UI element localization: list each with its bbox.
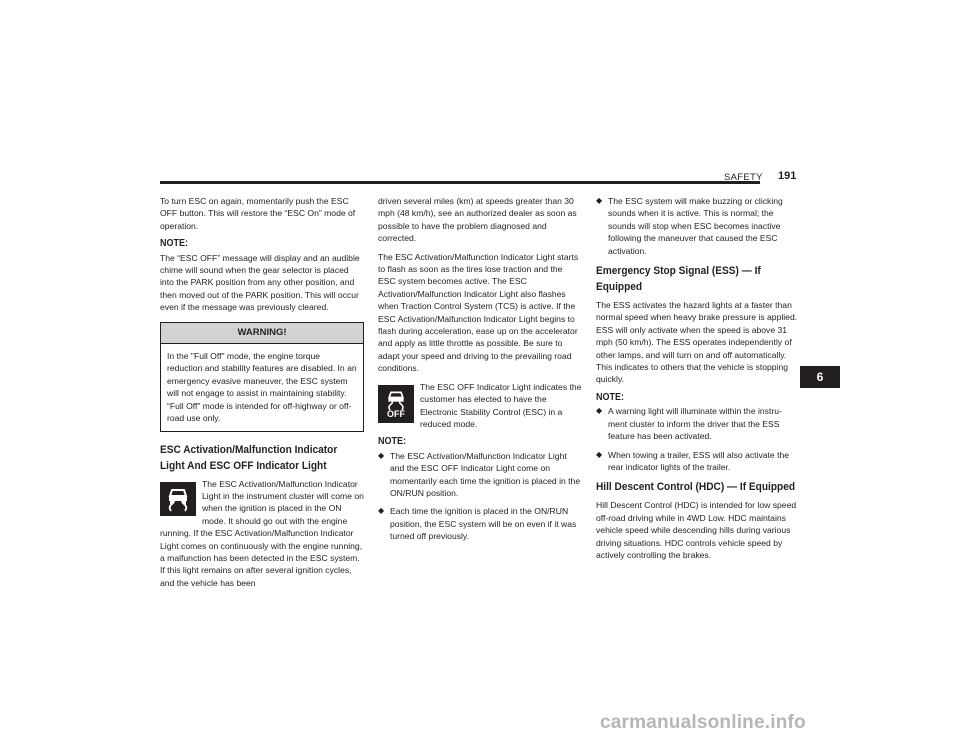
paragraph: The ESC OFF Indicator Light indicates the customer has elected to have the Electronic Stability Control (ESC) in a reduced mode. xyxy=(420,381,582,429)
watermark: carmanualsonline.info xyxy=(600,712,806,733)
esc-light-paragraph xyxy=(160,478,364,590)
list-item: ◆ A warning light will illuminate within the instru-ment cluster to inform the driver that the ESS feature has been activated. xyxy=(596,405,800,442)
column-3 xyxy=(596,195,800,567)
off-label: OFF xyxy=(387,408,405,419)
paragraph: To turn ESC on again, momentarily push the ESC OFF button. This will restore the “ESC On” mode of operation. xyxy=(160,196,356,231)
note-heading: NOTE: xyxy=(596,391,624,403)
section-title-ess: Emergency Stop Signal (ESS) — If Equipped xyxy=(596,265,761,294)
paragraph: Hill Descent Control (HDC) is intended for low speed off-road driving while in 4WD Low. HDC maintains vehicle speed while descending hills during various driving situations. HDC controls vehicle speed by actively controlling the brakes. xyxy=(596,500,797,560)
list-item: ◆ The ESC system will make buzzing or clicking sounds when it is active. This is normal; the sounds will stop when ESC becomes inactive following the maneuver that caused the ESC activation. xyxy=(596,195,800,257)
bullet-list xyxy=(596,405,800,473)
warning-text: In the "Full Off" mode, the engine torque reduction and stability features are disabled. In an emergency evasive maneuver, the ESC system will not engage to assist in maintaining stability. “Full Off” mode is intended for off-highway or off-road use only. xyxy=(167,351,357,424)
esc-off-icon xyxy=(378,385,414,423)
bullet-list xyxy=(596,195,800,257)
list-item: ◆ The ESC Activation/Malfunction Indicator Light and the ESC OFF Indicator Light come on momentarily each time the ignition is placed in the ON/RUN position. xyxy=(378,450,582,500)
column-1 xyxy=(160,195,364,589)
note-heading: NOTE: xyxy=(160,238,188,250)
list-item: ◆ Each time the ignition is placed in the ON/RUN position, the ESC system will be on even if it was turned off previously. xyxy=(378,505,582,542)
paragraph: The ESC Activation/Malfunction Indicator Light starts to flash as soon as the tires lose traction and the ESC system becomes active. The ESC Activation/Malfunction Indicator Light also flashes when Traction Control System (TCS) is active. If the ESC Activation/Malfunction Indicator Light begins to flash during acceleration, ease up on the accelerator and apply as little throttle as possible. Be sure to adapt your speed and driving to the prevailing road conditions. xyxy=(378,251,579,374)
header-rule xyxy=(160,181,760,184)
list-item: ◆ When towing a trailer, ESS will also activate the rear indicator lights of the trailer. xyxy=(596,449,800,474)
paragraph: driven several miles (km) at speeds greater than 30 mph (48 km/h), see an authorized dealer as soon as possible to have the problem diagnosed and corrected. xyxy=(378,196,577,244)
warning-box xyxy=(160,322,364,432)
bullet-list xyxy=(378,450,582,543)
esc-skid-car-icon xyxy=(160,482,196,516)
running-header-section: SAFETY xyxy=(724,172,763,183)
note-heading: NOTE: xyxy=(378,436,406,448)
page-number: 191 xyxy=(778,170,797,182)
section-title-hdc: Hill Descent Control (HDC) — If Equipped xyxy=(596,481,796,494)
chapter-tab: 6 xyxy=(800,366,840,388)
paragraph: The ESS activates the hazard lights at a faster than normal speed when heavy brake pressure is applied. ESS will only activate when the speed is above 31 mph (50 km/h). The ESS operates independently of other lamps, and will turn on and off automatically. This indicates to others that the vehicle is stopping quickly. xyxy=(596,300,798,385)
warning-heading: WARNING! xyxy=(161,323,363,344)
section-title-esc-light: ESC Activation/Malfunction Indicator Light And ESC OFF Indicator Light xyxy=(160,443,338,472)
esc-off-paragraph xyxy=(378,381,582,431)
note-text: The “ESC OFF” message will display and an audible chime will sound when the gear selector is placed into the PARK position from any other position, and then moved out of the PARK position. This will occur even if the message was previously cleared. xyxy=(160,252,360,313)
column-2 xyxy=(378,195,582,549)
paragraph: The ESC Activation/Malfunction Indicator Light in the instrument cluster will come on when the ignition is placed in the ON mode. It should go out with the engine running. If the ESC Activation/Malfunction Indicator Light comes on continuously with the engine running, a malfunction has been detected in the ESC system. If this light remains on after several ignition cycles, and the vehicle has been xyxy=(160,478,364,588)
